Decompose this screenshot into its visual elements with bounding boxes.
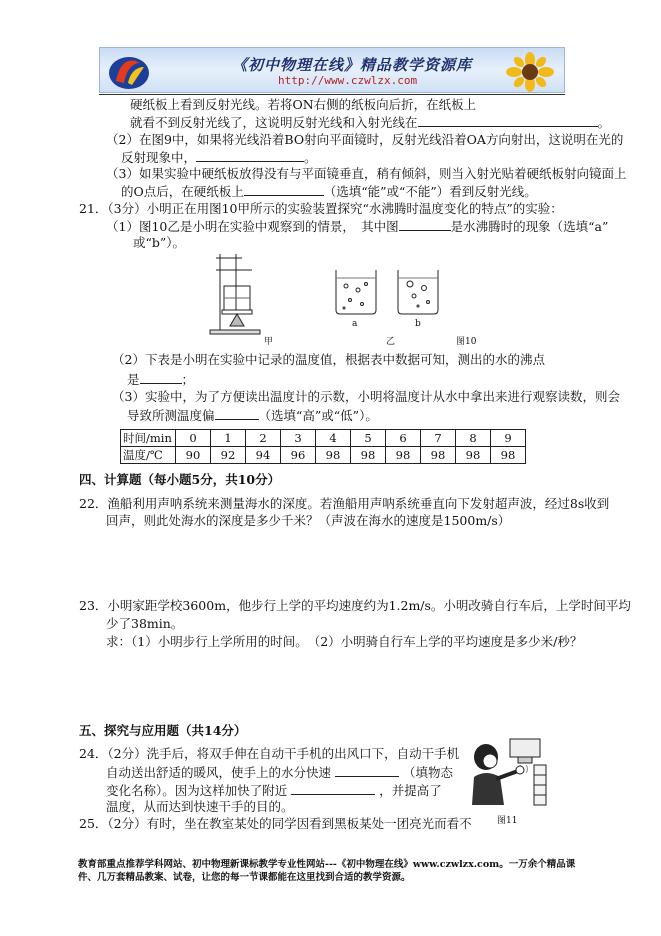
q22-line-2: 回声，则此处海水的深度是多少千米？（声波在海水的速度是1500m/s）: [106, 513, 511, 528]
table-cell: 98: [421, 447, 456, 464]
table-cell: 5: [351, 430, 386, 447]
table-cell: 98: [456, 447, 491, 464]
q24-line-2: 自动送出舒适的暖风，使手上的水分快速 （填物态: [106, 765, 454, 780]
section-5-heading: 五、探究与应用题（共14分）: [79, 723, 247, 738]
temperature-table: [120, 429, 526, 464]
q21-part2: （2）下表是小明在实验中记录的温度值，根据表中数据可知，测出的水的沸点: [112, 352, 545, 367]
q21-part3: （3）实验中，为了方便读出温度计的示数，小明将温度计从水中拿出来进行观察读数，则会: [112, 389, 620, 404]
section-4-heading: 四、计算题（每小题5分，共10分）: [79, 472, 281, 487]
q20-blank-2[interactable]: [196, 149, 304, 162]
table-cell: 9: [491, 430, 526, 447]
table-cell: 2: [246, 430, 281, 447]
q21-part2-cont: 是 ；: [127, 372, 195, 387]
fig10-caption: 图10: [456, 337, 477, 347]
table-cell: 90: [176, 447, 211, 464]
sunflower-icon: [500, 52, 560, 92]
header-rule: [99, 94, 565, 95]
fig10-label-b: b: [415, 319, 421, 329]
fig11-caption: 图11: [497, 816, 518, 826]
table-header-temp: 温度/℃: [121, 447, 176, 464]
table-header-time: 时间/min: [121, 430, 176, 447]
q20-line-6: 的O点后，在硬纸板上 （选填“能”或“不能”）看到反射光线。: [121, 184, 537, 199]
q21-blank-2[interactable]: [140, 371, 182, 384]
table-cell: 94: [246, 447, 281, 464]
q20-line-4: 反射现象中， 。: [121, 150, 317, 165]
q23-line-2: 少了38min。: [106, 616, 184, 631]
beaker-a-icon: [336, 270, 376, 314]
q21-part1-cont: 或“b”）。: [133, 235, 186, 250]
q23-line-3: 求：（1）小明步行上学所用的时间。 （2）小明骑自行车上学的平均速度是多少米/秒？: [106, 634, 583, 649]
site-logo-icon: [106, 51, 152, 91]
q21-part3-cont: 导致所测温度偏 （选填“高”或“低”）。: [127, 408, 378, 423]
q24-line-1: 24．（2分）洗手后，将双手伸在自动干手机的出风口下，自动干手机: [79, 746, 460, 761]
site-title: 《初中物理在线》精品教学资源库: [232, 56, 473, 74]
q20-blank-3[interactable]: [244, 183, 324, 196]
q20-line-3: （2）在图9中，如果将光线沿着BO射向平面镜时，反射光线沿着OA方向射出，这说明在光的: [106, 132, 624, 147]
figure-10: [200, 248, 490, 344]
beaker-b-icon: [398, 270, 438, 314]
table-cell: 98: [491, 447, 526, 464]
table-cell: 7: [421, 430, 456, 447]
q21-blank-1[interactable]: [399, 218, 451, 231]
table-cell: 96: [281, 447, 316, 464]
table-row-temp: [121, 447, 526, 464]
table-cell: 4: [316, 430, 351, 447]
fig10-label-yi: 乙: [386, 337, 396, 347]
table-cell: 98: [386, 447, 421, 464]
table-cell: 8: [456, 430, 491, 447]
boiling-apparatus-icon: [210, 254, 260, 334]
q21-stem: 21．（3分）小明正在用图10甲所示的实验装置探究“水沸腾时温度变化的特点”的实验：: [79, 201, 563, 216]
footer-line-2: 件、几万套精品教案、试卷，让您的每一节课都能在这里找到合适的教学资源。: [78, 872, 411, 883]
table-cell: 98: [316, 447, 351, 464]
hand-dryer-figure: [460, 735, 550, 807]
table-cell: 1: [211, 430, 246, 447]
table-cell: 6: [386, 430, 421, 447]
q24-blank-2[interactable]: [291, 782, 375, 795]
fig10-label-a: a: [352, 319, 358, 329]
q24-line-3: 变化名称）。因为这样加快了附近 ，并提高了: [106, 783, 442, 798]
q24-blank-1[interactable]: [335, 764, 399, 777]
q21-part1: （1）图10乙是小明在实验中观察到的情景， 其中图 是水沸腾时的现象（选填“a”: [106, 219, 609, 234]
footer-line-1: 教育部重点推荐学科网站、初中物理新课标教学专业性网站---《初中物理在线》www.czwlzx.com。一万余个精品课: [78, 859, 576, 870]
fig10-label-jia: 甲: [264, 337, 274, 347]
q22-line-1: 22．渔船利用声呐系统来测量海水的深度。若渔船用声呐系统垂直向下发射超声波，经过8s收到: [79, 496, 610, 511]
q25-line-1: 25．（2分）有时，坐在教室某处的同学因看到黑板某处一团亮光而看不: [79, 816, 472, 831]
q24-line-4: 温度，从而达到快速干手的目的。: [106, 799, 294, 814]
header-banner: [99, 47, 565, 93]
q21-blank-3[interactable]: [215, 407, 259, 420]
q20-line-2: 就看不到反射光线了，这说明反射光线和入射光线在 。: [130, 115, 611, 130]
q23-line-1: 23．小明家距学校3600m，他步行上学的平均速度约为1.2m/s。小明改骑自行车后，上学时间平均: [79, 598, 631, 613]
site-url[interactable]: http://www.czwlzx.com: [278, 74, 418, 87]
q20-line-1: 硬纸板上看到反射光线。若将ON右侧的纸板向后折，在纸板上: [130, 97, 477, 112]
table-cell: 0: [176, 430, 211, 447]
table-row-time: [121, 430, 526, 447]
q20-blank-1[interactable]: [418, 114, 598, 127]
table-cell: 92: [211, 447, 246, 464]
table-cell: 98: [351, 447, 386, 464]
q20-line-5: （3）如果实验中硬纸板放得没有与平面镜垂直，稍有倾斜，则当入射光贴着硬纸板射向镜面上: [106, 166, 627, 181]
table-cell: 3: [281, 430, 316, 447]
